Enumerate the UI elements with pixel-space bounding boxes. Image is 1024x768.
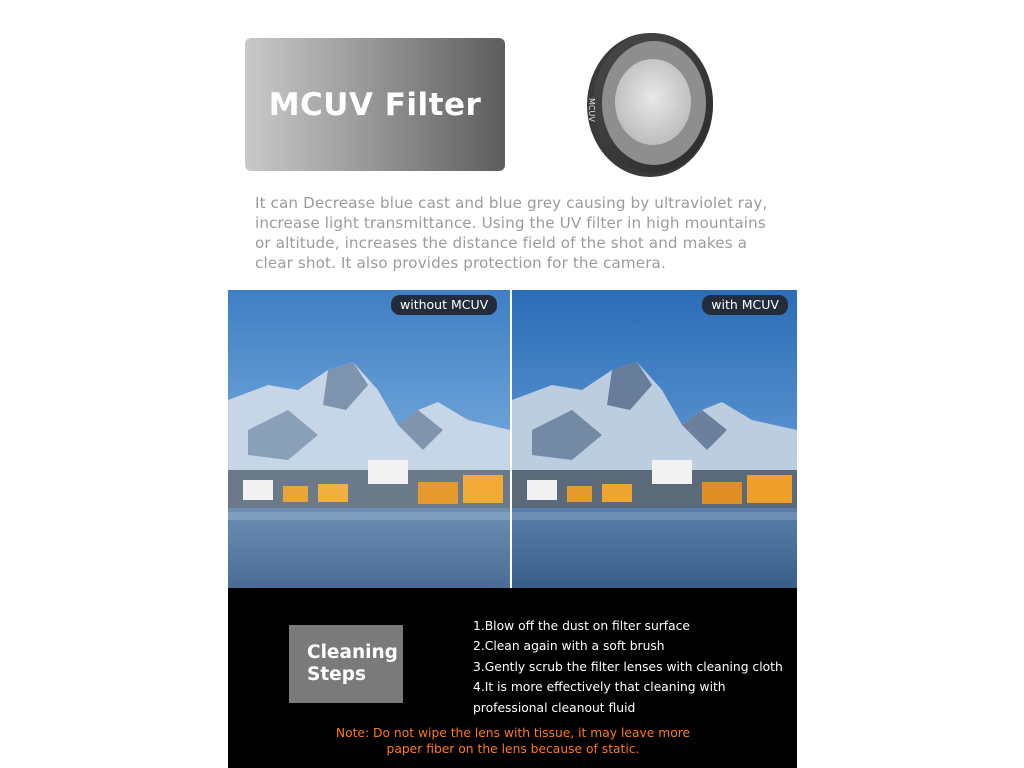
note-line2: paper fiber on the lens because of static.	[386, 741, 640, 756]
without-mcuv-badge: without MCUV	[391, 295, 497, 315]
cleaning-note	[328, 726, 698, 757]
with-mcuv-badge: with MCUV	[702, 295, 788, 315]
lens-label: MCUV	[587, 98, 596, 122]
step-item: professional cleanout fluid	[473, 700, 636, 715]
page-title: MCUV Filter	[268, 86, 482, 123]
cleaning-steps-title	[289, 625, 403, 703]
step-item: 2.Clean again with a soft brush	[473, 639, 665, 654]
title-card	[245, 38, 505, 171]
step-item: 4.It is more effectively that cleaning with	[473, 680, 726, 695]
step-item: 1.Blow off the dust on filter surface	[473, 619, 690, 633]
comparison-section	[228, 290, 797, 588]
note-line1: Note: Do not wipe the lens with tissue, it may leave more	[335, 726, 691, 740]
cleaning-steps-panel	[228, 588, 797, 768]
description-text: It can Decrease blue cast and blue grey causing by ultraviolet ray, increase light transmittance. Using the UV filter in high mountains or altitude, increases the distance field of the shot and makes a clear shot. It also provides protection for the camera.	[255, 194, 768, 272]
photo-without-mcuv	[228, 290, 510, 588]
step-item: 3.Gently scrub the filter lenses with cleaning cloth	[473, 659, 783, 674]
photo-with-mcuv	[512, 290, 797, 588]
cleaning-title-line2: Steps	[307, 664, 366, 685]
lens-filter-image	[583, 30, 718, 180]
cleaning-title-line1: Cleaning	[307, 642, 398, 663]
cleaning-steps-list	[473, 616, 793, 718]
